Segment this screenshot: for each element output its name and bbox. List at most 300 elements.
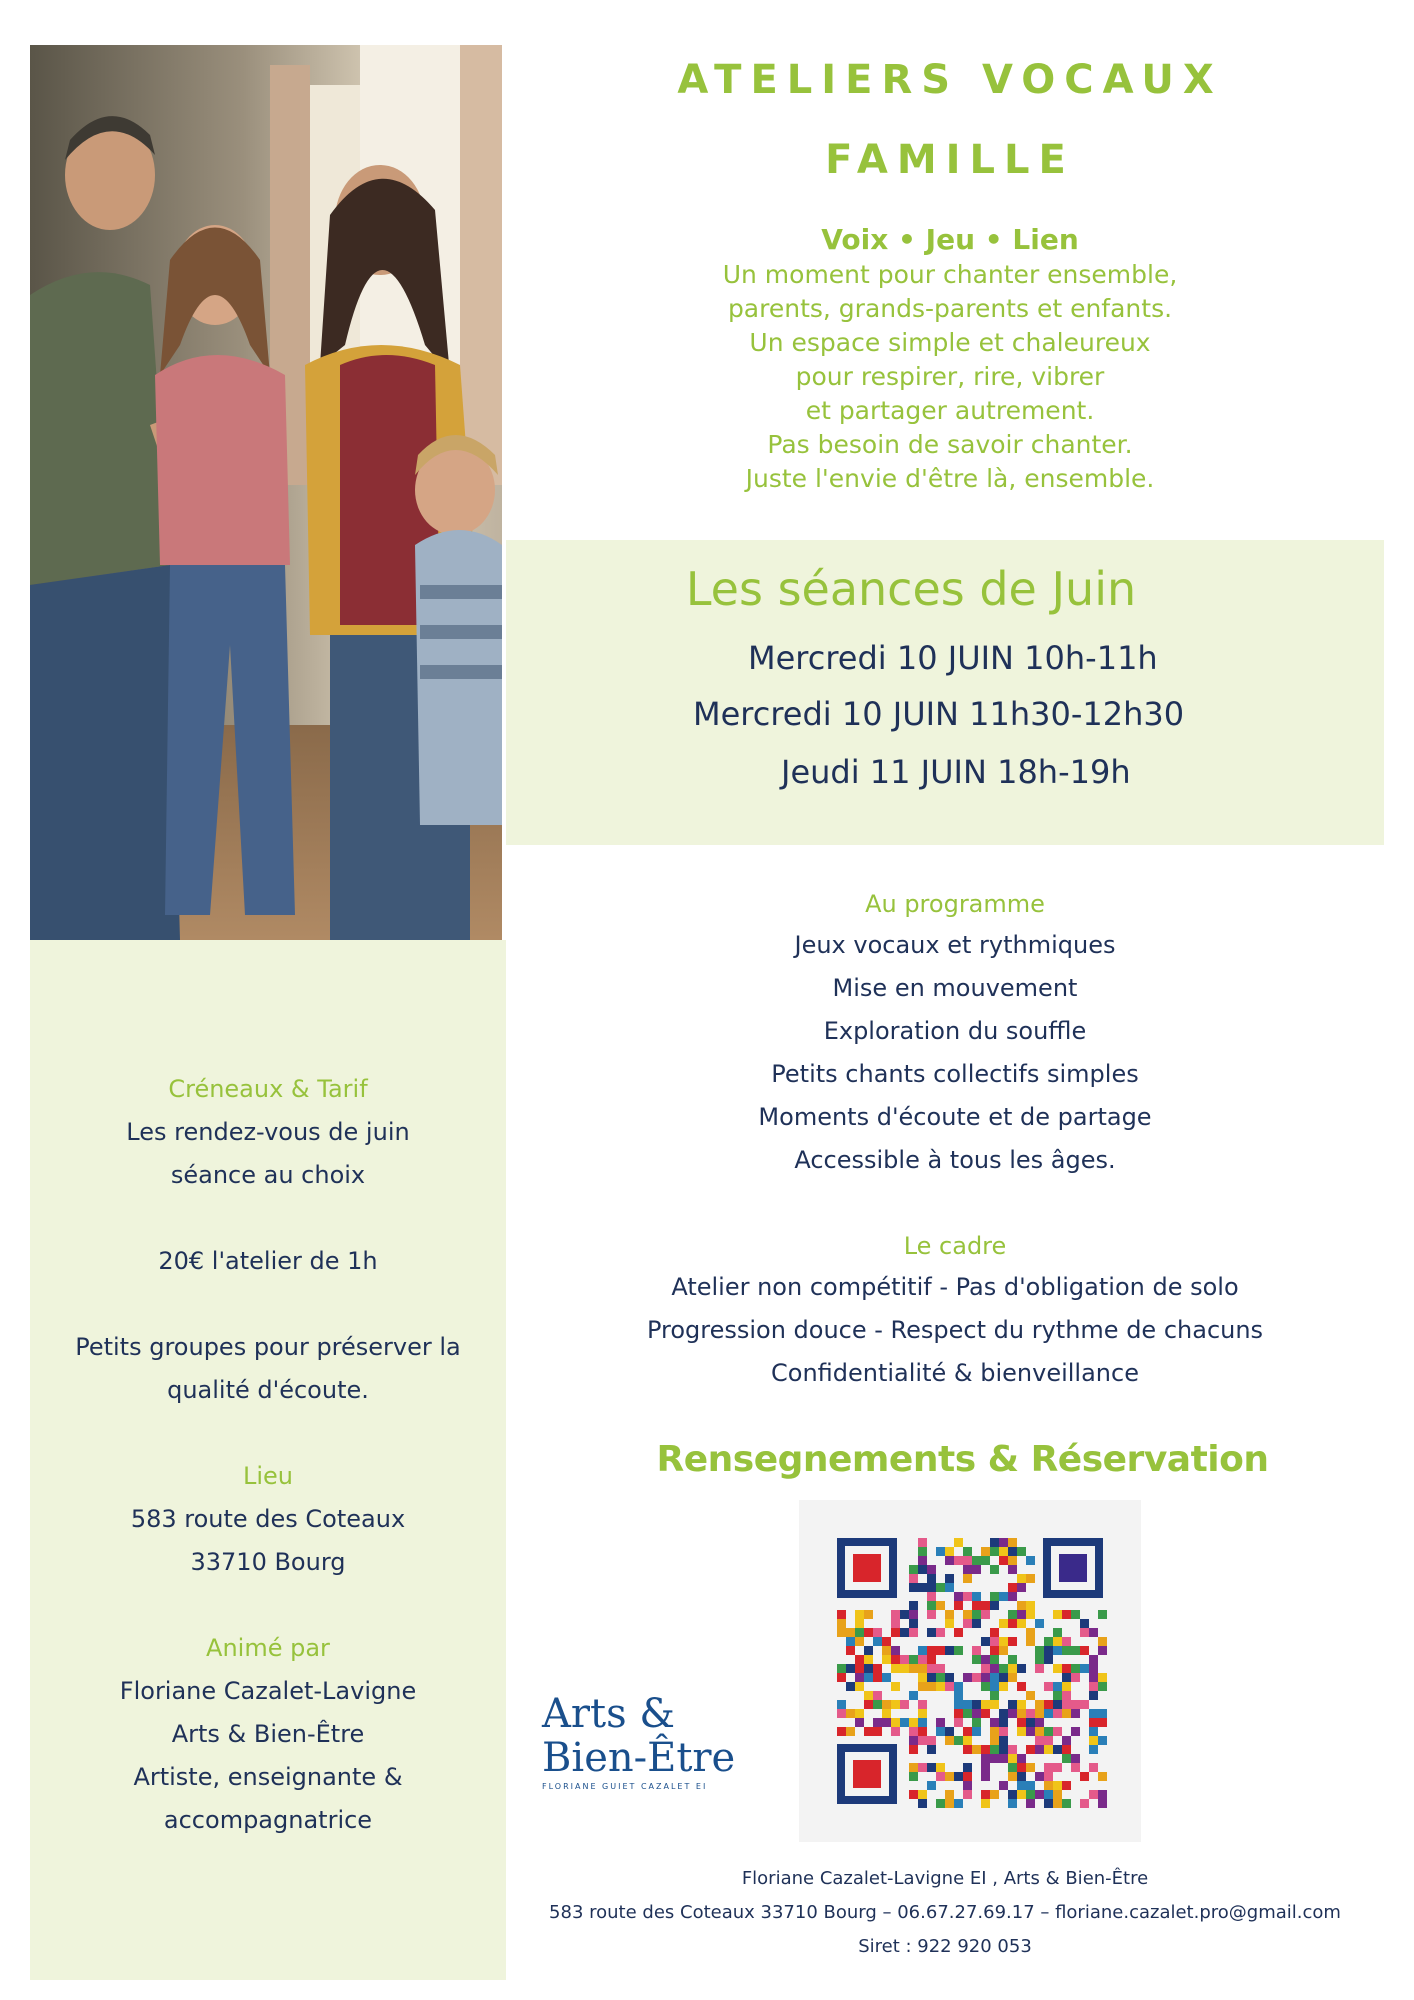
qr-module bbox=[990, 1736, 999, 1745]
qr-module bbox=[873, 1691, 882, 1700]
intro-line: Juste l'envie d'être là, ensemble. bbox=[745, 464, 1155, 493]
qr-module bbox=[999, 1718, 1008, 1727]
qr-module bbox=[972, 1610, 981, 1619]
qr-module bbox=[846, 1682, 855, 1691]
qr-module bbox=[1035, 1745, 1044, 1754]
title-line: ATELIERS VOCAUX bbox=[677, 57, 1223, 103]
qr-module bbox=[1044, 1736, 1053, 1745]
qr-module bbox=[945, 1610, 954, 1619]
qr-module bbox=[1044, 1745, 1053, 1754]
qr-module bbox=[891, 1664, 900, 1673]
qr-module bbox=[999, 1727, 1008, 1736]
qr-module bbox=[909, 1691, 918, 1700]
qr-module bbox=[1098, 1790, 1107, 1799]
qr-module bbox=[1017, 1547, 1026, 1556]
qr-module bbox=[1062, 1673, 1071, 1682]
qr-module bbox=[909, 1664, 918, 1673]
qr-module bbox=[990, 1790, 999, 1799]
qr-module bbox=[927, 1781, 936, 1790]
qr-module bbox=[891, 1646, 900, 1655]
qr-module bbox=[981, 1655, 990, 1664]
qr-module bbox=[846, 1709, 855, 1718]
qr-module bbox=[945, 1772, 954, 1781]
qr-module bbox=[1017, 1790, 1026, 1799]
qr-module bbox=[873, 1628, 882, 1637]
groups-line: qualité d'écoute. bbox=[167, 1376, 369, 1404]
qr-module bbox=[963, 1709, 972, 1718]
qr-module bbox=[1062, 1781, 1071, 1790]
qr-module bbox=[954, 1772, 963, 1781]
qr-module bbox=[864, 1655, 873, 1664]
qr-module bbox=[1044, 1637, 1053, 1646]
qr-module bbox=[873, 1700, 882, 1709]
qr-module bbox=[936, 1682, 945, 1691]
qr-module bbox=[900, 1655, 909, 1664]
qr-module bbox=[990, 1601, 999, 1610]
qr-module bbox=[855, 1718, 864, 1727]
qr-module bbox=[972, 1646, 981, 1655]
anime-line: Arts & Bien-Être bbox=[171, 1720, 365, 1748]
qr-module bbox=[1080, 1619, 1089, 1628]
qr-module bbox=[918, 1556, 927, 1565]
qr-module bbox=[1089, 1745, 1098, 1754]
qr-module bbox=[927, 1628, 936, 1637]
qr-module bbox=[999, 1736, 1008, 1745]
qr-module bbox=[1008, 1565, 1017, 1574]
qr-module bbox=[1098, 1718, 1107, 1727]
qr-module bbox=[1026, 1763, 1035, 1772]
qr-module bbox=[1089, 1709, 1098, 1718]
cadre-item: Atelier non compétitif - Pas d'obligation de solo bbox=[671, 1273, 1239, 1301]
qr-module bbox=[1062, 1736, 1071, 1745]
qr-module bbox=[882, 1709, 891, 1718]
qr-module bbox=[1026, 1718, 1035, 1727]
qr-module bbox=[1053, 1799, 1062, 1808]
qr-module bbox=[999, 1592, 1008, 1601]
qr-module bbox=[909, 1763, 918, 1772]
qr-module bbox=[909, 1736, 918, 1745]
qr-module bbox=[909, 1790, 918, 1799]
qr-module bbox=[981, 1673, 990, 1682]
qr-module bbox=[1026, 1799, 1035, 1808]
qr-module bbox=[909, 1610, 918, 1619]
qr-module bbox=[1008, 1745, 1017, 1754]
qr-module bbox=[873, 1673, 882, 1682]
programme-item: Exploration du souffle bbox=[823, 1017, 1087, 1045]
qr-module bbox=[1026, 1691, 1035, 1700]
anime-line: Artiste, enseignante & bbox=[133, 1763, 403, 1791]
qr-finder-bottom-left bbox=[837, 1744, 897, 1804]
qr-module bbox=[1080, 1628, 1089, 1637]
qr-module bbox=[963, 1763, 972, 1772]
qr-module bbox=[981, 1556, 990, 1565]
qr-module bbox=[1017, 1763, 1026, 1772]
qr-module bbox=[927, 1565, 936, 1574]
qr-module bbox=[1089, 1736, 1098, 1745]
qr-module bbox=[954, 1538, 963, 1547]
qr-module bbox=[1062, 1691, 1071, 1700]
session-item: Mercredi 10 JUIN 11h30-12h30 bbox=[693, 695, 1185, 733]
qr-module bbox=[873, 1664, 882, 1673]
qr-module bbox=[918, 1547, 927, 1556]
qr-module bbox=[1053, 1781, 1062, 1790]
qr-module bbox=[918, 1790, 927, 1799]
qr-module bbox=[1008, 1583, 1017, 1592]
qr-module bbox=[963, 1556, 972, 1565]
qr-module bbox=[981, 1547, 990, 1556]
qr-module bbox=[963, 1700, 972, 1709]
qr-module bbox=[846, 1664, 855, 1673]
qr-module bbox=[909, 1583, 918, 1592]
qr-module bbox=[990, 1718, 999, 1727]
qr-module bbox=[972, 1709, 981, 1718]
qr-module bbox=[936, 1763, 945, 1772]
qr-module bbox=[981, 1637, 990, 1646]
qr-module bbox=[981, 1664, 990, 1673]
qr-module bbox=[1089, 1727, 1098, 1736]
qr-module bbox=[1053, 1628, 1062, 1637]
qr-module bbox=[855, 1637, 864, 1646]
qr-module bbox=[1044, 1655, 1053, 1664]
qr-module bbox=[855, 1610, 864, 1619]
qr-module bbox=[945, 1556, 954, 1565]
qr-module bbox=[990, 1565, 999, 1574]
qr-module bbox=[999, 1556, 1008, 1565]
qr-module bbox=[981, 1700, 990, 1709]
qr-module bbox=[918, 1736, 927, 1745]
qr-module bbox=[1017, 1574, 1026, 1583]
qr-module bbox=[837, 1628, 846, 1637]
qr-module bbox=[909, 1655, 918, 1664]
qr-module bbox=[936, 1799, 945, 1808]
qr-module bbox=[954, 1799, 963, 1808]
qr-module bbox=[927, 1646, 936, 1655]
qr-module bbox=[1062, 1754, 1071, 1763]
qr-module bbox=[837, 1700, 846, 1709]
qr-module bbox=[963, 1745, 972, 1754]
qr-module bbox=[873, 1727, 882, 1736]
qr-module bbox=[945, 1682, 954, 1691]
qr-module bbox=[1008, 1637, 1017, 1646]
qr-module bbox=[1008, 1790, 1017, 1799]
qr-module bbox=[981, 1709, 990, 1718]
qr-module bbox=[1044, 1772, 1053, 1781]
qr-module bbox=[927, 1592, 936, 1601]
qr-module bbox=[1044, 1709, 1053, 1718]
qr-module bbox=[1026, 1745, 1035, 1754]
qr-code[interactable] bbox=[799, 1500, 1141, 1842]
qr-module bbox=[909, 1574, 918, 1583]
qr-module bbox=[837, 1610, 846, 1619]
qr-module bbox=[936, 1664, 945, 1673]
qr-module bbox=[1062, 1664, 1071, 1673]
qr-module bbox=[891, 1682, 900, 1691]
qr-module bbox=[990, 1700, 999, 1709]
qr-module bbox=[891, 1700, 900, 1709]
brand-logo bbox=[542, 1692, 752, 1792]
qr-module bbox=[1026, 1601, 1035, 1610]
qr-module bbox=[999, 1745, 1008, 1754]
qr-module bbox=[1026, 1637, 1035, 1646]
qr-module bbox=[972, 1700, 981, 1709]
footer bbox=[506, 1862, 1384, 1964]
qr-module bbox=[936, 1628, 945, 1637]
qr-module bbox=[954, 1646, 963, 1655]
qr-module bbox=[963, 1673, 972, 1682]
qr-module bbox=[882, 1655, 891, 1664]
qr-module bbox=[1026, 1574, 1035, 1583]
creneaux-line: Les rendez-vous de juin bbox=[126, 1118, 410, 1146]
qr-module bbox=[855, 1664, 864, 1673]
qr-module bbox=[1080, 1799, 1089, 1808]
qr-module bbox=[918, 1655, 927, 1664]
qr-module bbox=[837, 1727, 846, 1736]
qr-module bbox=[963, 1772, 972, 1781]
qr-module bbox=[1080, 1646, 1089, 1655]
qr-module bbox=[1017, 1727, 1026, 1736]
programme-section bbox=[560, 884, 1350, 1182]
qr-module bbox=[963, 1574, 972, 1583]
qr-module bbox=[882, 1718, 891, 1727]
qr-module bbox=[900, 1628, 909, 1637]
qr-module bbox=[1071, 1709, 1080, 1718]
qr-module bbox=[927, 1574, 936, 1583]
qr-module bbox=[945, 1547, 954, 1556]
qr-module bbox=[1053, 1691, 1062, 1700]
lieu-line: 33710 Bourg bbox=[190, 1548, 346, 1576]
qr-module bbox=[954, 1601, 963, 1610]
qr-module bbox=[927, 1664, 936, 1673]
qr-module bbox=[1035, 1709, 1044, 1718]
qr-module bbox=[1053, 1700, 1062, 1709]
qr-module bbox=[999, 1637, 1008, 1646]
qr-module bbox=[1089, 1718, 1098, 1727]
qr-module bbox=[936, 1583, 945, 1592]
qr-module bbox=[936, 1727, 945, 1736]
intro-line: Un moment pour chanter ensemble, bbox=[722, 260, 1178, 289]
qr-module bbox=[990, 1655, 999, 1664]
qr-module bbox=[1053, 1790, 1062, 1799]
qr-module bbox=[900, 1610, 909, 1619]
qr-module bbox=[909, 1772, 918, 1781]
qr-module bbox=[927, 1610, 936, 1619]
qr-module bbox=[1089, 1673, 1098, 1682]
qr-module bbox=[864, 1673, 873, 1682]
qr-module bbox=[972, 1565, 981, 1574]
qr-module bbox=[882, 1673, 891, 1682]
qr-module bbox=[1008, 1709, 1017, 1718]
qr-module bbox=[927, 1673, 936, 1682]
qr-module bbox=[936, 1646, 945, 1655]
qr-module bbox=[1080, 1772, 1089, 1781]
intro-line: Un espace simple et chaleureux bbox=[749, 328, 1151, 357]
qr-module bbox=[873, 1637, 882, 1646]
qr-module bbox=[999, 1619, 1008, 1628]
qr-module bbox=[927, 1736, 936, 1745]
qr-module bbox=[855, 1628, 864, 1637]
qr-module bbox=[972, 1601, 981, 1610]
qr-module bbox=[972, 1655, 981, 1664]
qr-module bbox=[1053, 1646, 1062, 1655]
qr-module bbox=[990, 1547, 999, 1556]
qr-module bbox=[1071, 1673, 1080, 1682]
qr-module bbox=[981, 1610, 990, 1619]
qr-module bbox=[855, 1619, 864, 1628]
lieu-heading: Lieu bbox=[242, 1462, 293, 1490]
qr-module bbox=[1026, 1790, 1035, 1799]
qr-module bbox=[1053, 1610, 1062, 1619]
qr-module bbox=[999, 1646, 1008, 1655]
qr-module bbox=[963, 1565, 972, 1574]
qr-module bbox=[1017, 1601, 1026, 1610]
qr-module bbox=[1044, 1700, 1053, 1709]
qr-module bbox=[891, 1610, 900, 1619]
qr-module bbox=[927, 1655, 936, 1664]
qr-module bbox=[1089, 1763, 1098, 1772]
qr-module bbox=[1035, 1790, 1044, 1799]
qr-module bbox=[918, 1700, 927, 1709]
qr-module bbox=[1089, 1691, 1098, 1700]
qr-module bbox=[1026, 1556, 1035, 1565]
cadre-item: Confidentialité & bienveillance bbox=[771, 1359, 1139, 1387]
qr-module bbox=[1008, 1664, 1017, 1673]
qr-module bbox=[945, 1646, 954, 1655]
qr-module bbox=[918, 1718, 927, 1727]
qr-module bbox=[1026, 1781, 1035, 1790]
qr-module bbox=[1098, 1799, 1107, 1808]
qr-module bbox=[1071, 1610, 1080, 1619]
title-line: FAMILLE bbox=[825, 137, 1075, 183]
qr-module bbox=[909, 1601, 918, 1610]
qr-module bbox=[909, 1727, 918, 1736]
cadre-heading: Le cadre bbox=[903, 1232, 1007, 1260]
qr-module bbox=[1008, 1547, 1017, 1556]
qr-module bbox=[990, 1592, 999, 1601]
session-item: Mercredi 10 JUIN 10h-11h bbox=[748, 639, 1158, 677]
qr-module bbox=[1044, 1727, 1053, 1736]
qr-module bbox=[1089, 1628, 1098, 1637]
programme-item: Petits chants collectifs simples bbox=[771, 1060, 1139, 1088]
qr-module bbox=[1071, 1664, 1080, 1673]
qr-module bbox=[945, 1673, 954, 1682]
qr-module bbox=[1044, 1781, 1053, 1790]
tagline: Voix • Jeu • Lien bbox=[821, 223, 1079, 256]
intro-line: Pas besoin de savoir chanter. bbox=[767, 430, 1133, 459]
qr-module bbox=[1062, 1682, 1071, 1691]
qr-module bbox=[1035, 1655, 1044, 1664]
qr-module bbox=[954, 1700, 963, 1709]
qr-module bbox=[1053, 1682, 1062, 1691]
qr-module bbox=[1053, 1727, 1062, 1736]
left-info-content bbox=[30, 1068, 506, 1842]
qr-module bbox=[963, 1736, 972, 1745]
qr-module bbox=[855, 1682, 864, 1691]
qr-module bbox=[864, 1610, 873, 1619]
qr-module bbox=[882, 1637, 891, 1646]
qr-module bbox=[1089, 1664, 1098, 1673]
qr-module bbox=[900, 1718, 909, 1727]
qr-module bbox=[918, 1664, 927, 1673]
lieu-line: 583 route des Coteaux bbox=[130, 1505, 406, 1533]
qr-module bbox=[900, 1700, 909, 1709]
qr-module bbox=[918, 1709, 927, 1718]
qr-module bbox=[846, 1628, 855, 1637]
qr-finder-top-right bbox=[1043, 1538, 1103, 1598]
qr-module bbox=[1008, 1763, 1017, 1772]
qr-module bbox=[1008, 1619, 1017, 1628]
qr-module bbox=[945, 1574, 954, 1583]
page-title bbox=[560, 40, 1340, 200]
qr-module bbox=[1071, 1754, 1080, 1763]
sessions-title: Les séances de Juin bbox=[685, 562, 1137, 616]
logo-subtitle: FLORIANE GUIET CAZALET EI bbox=[542, 1782, 708, 1791]
qr-module bbox=[963, 1610, 972, 1619]
programme-item: Accessible à tous les âges. bbox=[794, 1146, 1116, 1174]
qr-module bbox=[1053, 1763, 1062, 1772]
programme-item: Jeux vocaux et rythmiques bbox=[794, 931, 1116, 959]
qr-module bbox=[909, 1628, 918, 1637]
qr-module bbox=[1062, 1646, 1071, 1655]
qr-module bbox=[954, 1736, 963, 1745]
qr-code-graphic bbox=[799, 1500, 1141, 1842]
qr-module bbox=[945, 1790, 954, 1799]
qr-module bbox=[1026, 1610, 1035, 1619]
qr-module bbox=[909, 1718, 918, 1727]
qr-module bbox=[936, 1547, 945, 1556]
qr-module bbox=[1080, 1700, 1089, 1709]
qr-module bbox=[891, 1619, 900, 1628]
cadre-item: Progression douce - Respect du rythme de chacuns bbox=[646, 1316, 1264, 1344]
qr-module bbox=[972, 1556, 981, 1565]
programme-heading: Au programme bbox=[865, 890, 1045, 918]
qr-module bbox=[918, 1583, 927, 1592]
qr-module bbox=[981, 1682, 990, 1691]
qr-module bbox=[999, 1709, 1008, 1718]
footer-line: Siret : 922 920 053 bbox=[858, 1936, 1032, 1957]
qr-module bbox=[864, 1727, 873, 1736]
qr-module bbox=[1062, 1637, 1071, 1646]
qr-module bbox=[1008, 1538, 1017, 1547]
qr-module bbox=[1008, 1700, 1017, 1709]
qr-module bbox=[999, 1538, 1008, 1547]
qr-module bbox=[1098, 1709, 1107, 1718]
qr-module bbox=[1071, 1727, 1080, 1736]
qr-module bbox=[990, 1745, 999, 1754]
qr-module bbox=[1053, 1709, 1062, 1718]
qr-module bbox=[954, 1718, 963, 1727]
qr-module bbox=[1071, 1646, 1080, 1655]
qr-module bbox=[999, 1664, 1008, 1673]
qr-module bbox=[927, 1682, 936, 1691]
qr-module bbox=[954, 1592, 963, 1601]
qr-module bbox=[1035, 1718, 1044, 1727]
qr-module bbox=[837, 1619, 846, 1628]
qr-module bbox=[1008, 1799, 1017, 1808]
qr-module bbox=[837, 1673, 846, 1682]
qr-module bbox=[1089, 1790, 1098, 1799]
qr-module bbox=[963, 1790, 972, 1799]
qr-module bbox=[990, 1664, 999, 1673]
qr-module bbox=[1071, 1763, 1080, 1772]
qr-module bbox=[864, 1691, 873, 1700]
qr-module bbox=[963, 1619, 972, 1628]
family-photo-illustration bbox=[30, 45, 502, 940]
qr-module bbox=[954, 1628, 963, 1637]
qr-module bbox=[1098, 1772, 1107, 1781]
qr-module bbox=[963, 1727, 972, 1736]
intro-line: et partager autrement. bbox=[805, 396, 1095, 425]
qr-module bbox=[1053, 1745, 1062, 1754]
